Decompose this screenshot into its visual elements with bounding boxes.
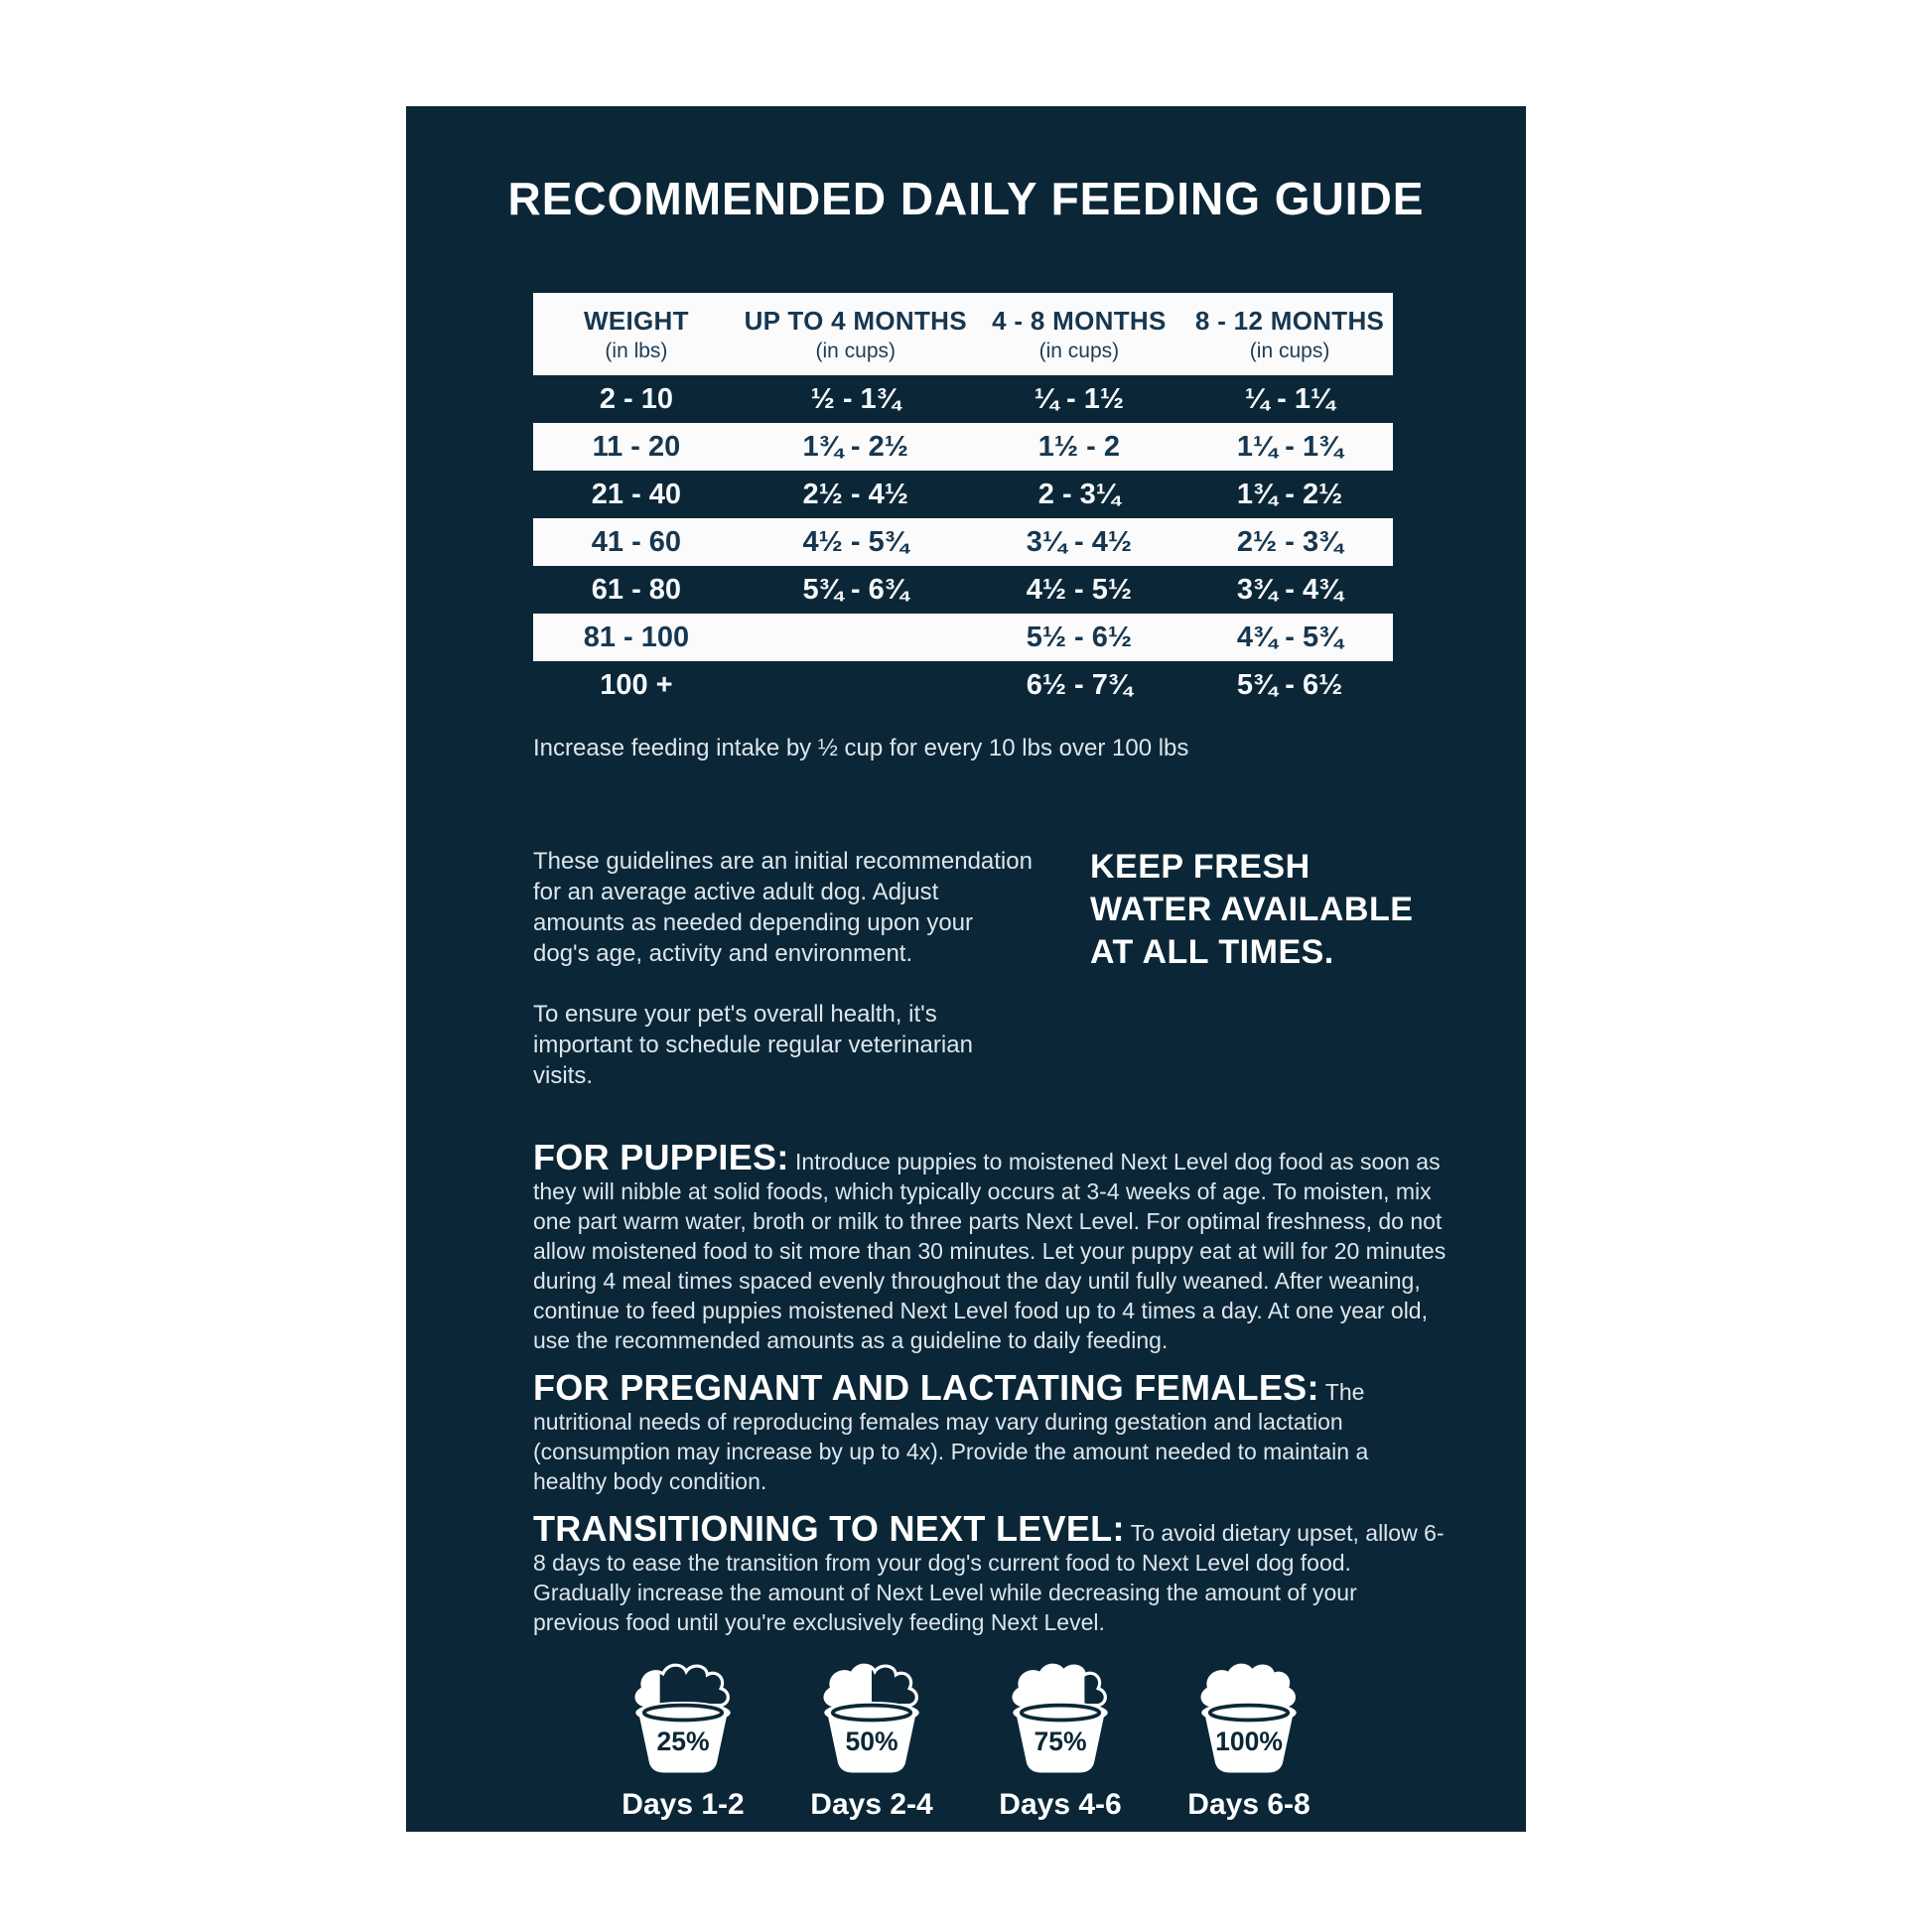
table-row: [533, 375, 1393, 423]
cell-upto4: 5¾ - 6¾: [802, 573, 908, 606]
col-header-sub: (in cups): [815, 340, 896, 362]
col-header-label: 4 - 8 MONTHS: [992, 306, 1167, 336]
guidelines-text: [533, 846, 1035, 1091]
bowl-percent-label: 25%: [656, 1726, 710, 1757]
col-header-4to8months: [972, 293, 1187, 375]
transition-step-75: [987, 1661, 1134, 1822]
section-pregnant-lactating: [533, 1367, 1447, 1496]
section-body: The nutritional needs of reproducing females may vary during gestation and lactation (consumption may increase by up to 4x). Provide the amount needed to maintain a healthy body condition.: [533, 1379, 1369, 1494]
col-header-weight: [533, 293, 740, 375]
section-heading: TRANSITIONING TO NEXT LEVEL:: [533, 1508, 1125, 1549]
cell-4to8: 2 - 3¼: [1037, 478, 1120, 510]
col-header-sub: (in cups): [1038, 340, 1120, 362]
cell-weight: 11 - 20: [592, 430, 681, 463]
cell-8to12: 4¾ - 5¾: [1236, 621, 1343, 653]
cell-upto4: 2½ - 4½: [802, 478, 908, 510]
bowl-days-label: Days 6-8: [1187, 1788, 1311, 1821]
cell-weight: 61 - 80: [591, 573, 682, 606]
table-row: [533, 566, 1393, 614]
col-header-label: WEIGHT: [584, 306, 689, 336]
section-for-puppies: [533, 1137, 1447, 1355]
bowl-percent-label: 75%: [1034, 1726, 1087, 1757]
food-bowl-100-icon: [1179, 1661, 1318, 1779]
transition-bowls: [406, 1661, 1526, 1822]
section-heading: FOR PUPPIES:: [533, 1137, 789, 1177]
cell-8to12: 5¾ - 6½: [1236, 668, 1343, 701]
bowl-days-label: Days 4-6: [999, 1788, 1122, 1821]
cell-upto4: [740, 661, 972, 709]
cell-4to8: 5½ - 6½: [1026, 621, 1133, 653]
page-title: RECOMMENDED DAILY FEEDING GUIDE: [507, 173, 1425, 224]
section-body: Introduce puppies to moistened Next Level dog food as soon as they will nibble at solid foods, which typically occurs at 3-4 weeks of age. To moisten, mix one part warm water, broth or milk to three parts Next Level. For optimal freshness, do not allow moistened food to sit more than 30 minutes. Let your puppy eat at will for 20 minutes during 4 meal times spaced evenly throughout the day until fully weaned. After weaning, continue to feed puppies moistened Next Level food up to 4 times a day. At one year old, use the recommended amounts as a guideline to daily feeding.: [533, 1149, 1447, 1353]
cell-upto4: 4½ - 5¾: [802, 525, 908, 558]
cell-4to8: 1½ - 2: [1037, 430, 1120, 463]
feeding-guide-panel: [406, 106, 1526, 1832]
col-header-label: UP TO 4 MONTHS: [744, 306, 967, 336]
col-header-8to12months: [1186, 293, 1393, 375]
section-heading: FOR PREGNANT AND LACTATING FEMALES:: [533, 1367, 1319, 1408]
fresh-water-callout: KEEP FRESH WATER AVAILABLE AT ALL TIMES.: [1090, 848, 1414, 971]
food-bowl-75-icon: [991, 1661, 1130, 1779]
cell-8to12: ¼ - 1¼: [1244, 382, 1335, 415]
transition-step-50: [798, 1661, 945, 1822]
bowl-days-label: Days 2-4: [810, 1788, 933, 1821]
cell-4to8: 4½ - 5½: [1026, 573, 1133, 606]
table-header-row: [533, 293, 1393, 375]
cell-weight: 100 +: [600, 668, 673, 701]
table-row: [533, 661, 1393, 709]
transition-step-25: [610, 1661, 757, 1822]
guidelines-paragraph-2: To ensure your pet's overall health, it's important to schedule regular veterinarian visits.: [533, 1001, 973, 1089]
cell-8to12: 1¼ - 1¾: [1236, 430, 1343, 463]
cell-8to12: 2½ - 3¾: [1236, 525, 1343, 558]
bowl-percent-label: 100%: [1215, 1726, 1283, 1757]
food-bowl-50-icon: [802, 1661, 941, 1779]
overweight-note: Increase feeding intake by ½ cup for every 10 lbs over 100 lbs: [533, 735, 1189, 761]
cell-weight: 2 - 10: [599, 382, 673, 415]
guidelines-paragraph-1: These guidelines are an initial recommendation for an average active adult dog. Adjust amounts as needed depending upon your dog's age, activity and environment.: [533, 848, 1033, 967]
section-body: To avoid dietary upset, allow 6-8 days to ease the transition from your dog's current food to Next Level dog food. Gradually increase the amount of Next Level while decreasing the amount of your previous food until you're exclusively feeding Next Level.: [533, 1520, 1445, 1635]
bowl-percent-label: 50%: [845, 1726, 898, 1757]
cell-weight: 41 - 60: [591, 525, 682, 558]
col-header-sub: (in lbs): [605, 340, 668, 362]
guidelines-section: [533, 846, 1447, 1091]
cell-upto4: 1¾ - 2½: [802, 430, 908, 463]
cell-upto4: ½ - 1¾: [810, 382, 900, 415]
cell-weight: 21 - 40: [591, 478, 682, 510]
col-header-sub: (in cups): [1249, 340, 1330, 362]
cell-weight: 81 - 100: [583, 621, 690, 653]
bowl-days-label: Days 1-2: [621, 1788, 745, 1821]
cell-4to8: ¼ - 1½: [1034, 382, 1125, 415]
col-header-label: 8 - 12 MONTHS: [1194, 306, 1385, 336]
table-row: [533, 518, 1393, 566]
cell-upto4: [740, 614, 972, 661]
section-transitioning: [533, 1508, 1447, 1637]
cell-8to12: 1¾ - 2½: [1236, 478, 1343, 510]
cell-4to8: 6½ - 7¾: [1026, 668, 1133, 701]
transition-step-100: [1175, 1661, 1322, 1822]
table-row: [533, 423, 1393, 471]
instruction-sections: [533, 1137, 1447, 1637]
food-bowl-25-icon: [614, 1661, 753, 1779]
feeding-table: [533, 293, 1393, 709]
col-header-upto4months: [740, 293, 972, 375]
cell-4to8: 3¼ - 4½: [1026, 525, 1133, 558]
table-row: [533, 471, 1393, 518]
cell-8to12: 3¾ - 4¾: [1236, 573, 1343, 606]
table-row: [533, 614, 1393, 661]
